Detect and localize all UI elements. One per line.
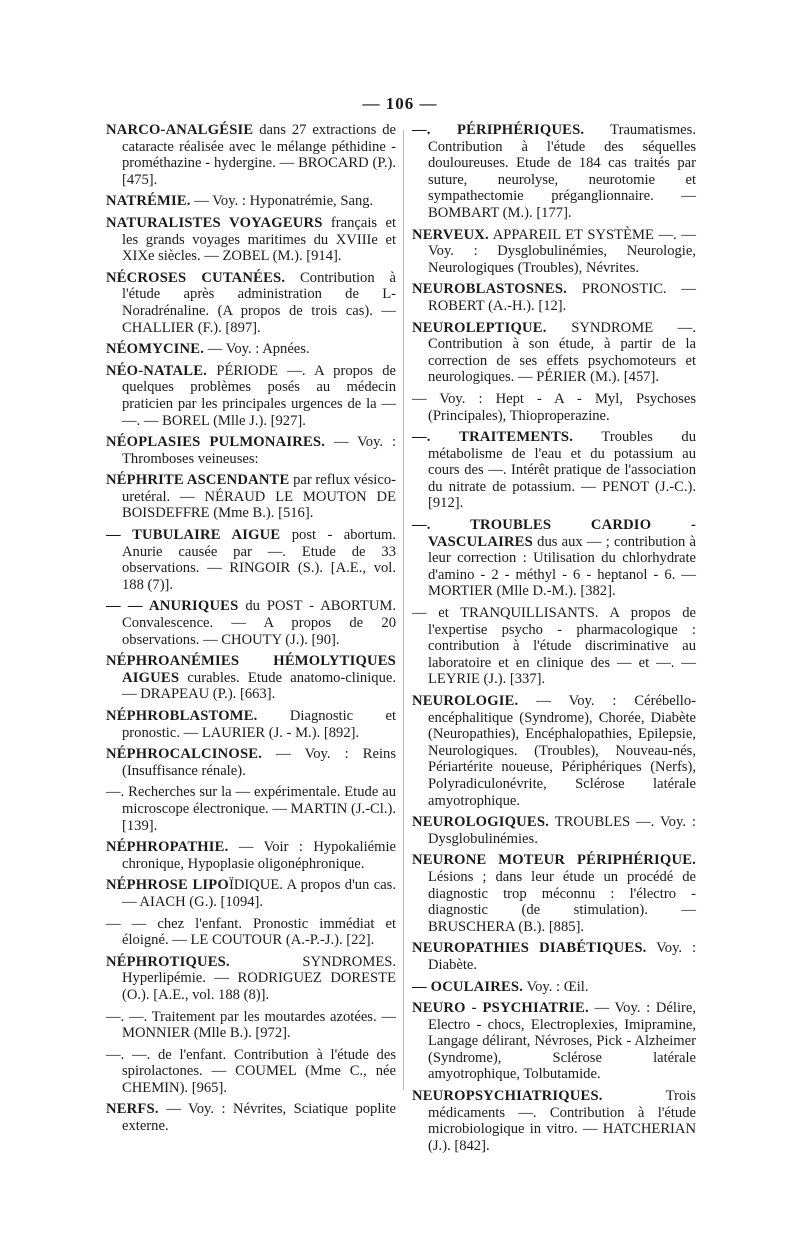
index-entry: NÉCROSES CUTANÉES. Contribution à l'étude après administration de L-Noradrénaline. (A propos de trois cas). — CHALLIER (F.). [897]. [106,269,396,336]
index-entry: — — chez l'enfant. Pronostic immédiat et éloigné. — LE COUTOUR (A.-P.-J.). [22]. [106,915,396,949]
index-entry: NÉPHRITE ASCENDANTE par reflux vésico-uretéral. — NÉRAUD LE MOUTON DE BOISDEFFRE (Mme B.). [516]. [106,472,396,522]
index-entry: — TUBULAIRE AIGUE post - abortum. Anurie causée par —. Etude de 33 observations. — RINGOIR (S.). [A.E., vol. 188 (7)]. [106,527,396,593]
index-entry: NÉOPLASIES PULMONAIRES. — Voy. : Thromboses veineuses: [106,434,396,467]
index-entry: NATRÉMIE. — Voy. : Hyponatrémie, Sang. [106,193,374,210]
index-entry: NERFS. — Voy. : Névrites, Sciatique poplite externe. [106,1101,396,1135]
index-entry: NEURO - PSYCHIATRIE. — Voy. : Délire, Electro - chocs, Electroplexies, Imipramine, Langage délirant, Névroses, Pick - Alzheimer (Syndrome), Sclérose latérale amyotrophique, Tolbutamide. [412,1000,696,1083]
index-entry: —. TROUBLES CARDIO - VASCULAIRES dus aux — ; contribution à leur correction : Utilisation du chlorhydrate d'amino - 2 - méthyl - 6 - heptanol - 6. — MORTIER (Mlle D.-M.). [382]. [412,517,696,600]
index-entry: NÉPHROANÉMIES HÉMOLYTIQUES AIGUES curables. Etude anatomo-clinique. — DRAPEAU (P.). [663]. [106,653,396,703]
index-entry: NEURONE MOTEUR PÉRIPHÉRIQUE. Lésions ; dans leur étude un procédé de diagnostic trop méconnu : l'électro - diagnostic (de stimulation). — BRUSCHERA (B.). [885]. [412,852,696,935]
index-entry: NÉOMYCINE. — Voy. : Apnées. [106,341,310,358]
right-column [412,122,696,1159]
index-entry: NÉPHROPATHIE. — Voir : Hypokaliémie chronique, Hypoplasie oligonéphronique. [106,839,396,872]
index-entry: NÉPHROSE LIPOÏDIQUE. A propos d'un cas. — AIACH (G.). [1094]. [106,877,396,910]
index-entry: —. Recherches sur la — expérimentale. Etude au microscope électronique. — MARTIN (J.-Cl.). [139]. [106,784,396,834]
index-entry: — OCULAIRES. Voy. : Œil. [412,978,589,995]
index-entry: NATURALISTES VOYAGEURS français et les grands voyages maritimes du XVIIIe et XIXe siècles. — ZOBEL (M.). [914]. [106,214,396,265]
index-entry: — — ANURIQUES du POST - ABORTUM. Convalescence. — A propos de 20 observations. — CHOUTY (J.). [90]. [106,598,396,648]
index-entry: NEUROLOGIE. — Voy. : Cérébello-encéphalitique (Syndrome), Chorée, Diabète (Neuropathies), Encéphalopathies, Epilepsie, Neurologiques. (Troubles), Nouveau-nés, Périartérite noueuse, Périphériques (Nerfs), Polyradiculonévrite, Sclérose latérale amyotrophique. [412,693,696,809]
column-divider [403,130,404,1090]
index-entry: NEUROLOGIQUES. TROUBLES —. Voy. : Dysglobulinémies. [412,814,696,847]
index-entry: NEUROLEPTIQUE. SYNDROME —. Contribution à son étude, à partir de la correction de ses effets psychomoteurs et neurologiques. — PÉRIER (M.). [457]. [412,319,696,386]
index-entry: —. PÉRIPHÉRIQUES. Traumatismes. Contribution à l'étude des séquelles douloureuses. Etude de 184 cas traités par suture, neurolyse, neurotomie et sympathectomie préganglionnaire. — BOMBART (M.). [177]. [412,122,696,221]
index-entry: NÉPHROBLASTOME. Diagnostic et pronostic. — LAURIER (J. - M.). [892]. [106,708,396,741]
index-entry: NERVEUX. APPAREIL ET SYSTÈME —. — Voy. : Dysglobulinémies, Neurologie, Neurologiques (Troubles), Névrites. [412,226,696,276]
index-entry: NÉPHROTIQUES. SYNDROMES. Hyperlipémie. — RODRIGUEZ DORESTE (O.). [A.E., vol. 188 (8)]. [106,953,396,1003]
index-entry: NEUROPATHIES DIABÉTIQUES. Voy. : Diabète. [412,940,697,973]
index-entry: NEUROPSYCHIATRIQUES. Trois médicaments —. Contribution à l'étude microbiologique in vitro. — HATCHERIAN (J.). [842]. [412,1088,696,1154]
index-entry: — et TRANQUILLISANTS. A propos de l'expertise psycho - pharmacologique : contribution à l'étude discriminative au laboratoire et en clinique des — et —. — LEYRIE (J.). [337]. [412,605,696,688]
index-entry: NÉPHROCALCINOSE. — Voy. : Reins (Insuffisance rénale). [106,746,396,779]
left-column [106,122,396,1140]
index-entry: NEUROBLASTOSNES. PRONOSTIC. — ROBERT (A.-H.). [12]. [412,281,696,314]
index-entry: —. —. de l'enfant. Contribution à l'étude des spirolactones. — COUMEL (Mme C., née CHEMIN). [965]. [106,1046,396,1096]
index-entry: —. —. Traitement par les moutardes azotées. — MONNIER (Mlle B.). [972]. [106,1008,396,1042]
page-number: — 106 — [362,94,438,113]
index-entry: NARCO-ANALGÉSIE dans 27 extractions de cataracte réalisée avec le mélange péthidine - prométhazine - hydergine. — BROCARD (P.). [475]. [106,122,396,188]
index-entry: —. TRAITEMENTS. Troubles du métabolisme de l'eau et du potassium au cours des —. Intérêt pratique de l'association du nitrate de potassium. — PENOT (J.-C.). [912]. [412,429,696,512]
index-entry: — Voy. : Hept - A - Myl, Psychoses (Principales), Thioproperazine. [412,390,696,424]
index-entry: NÉO-NATALE. PÉRIODE —. A propos de quelques problèmes posés au médecin praticien par les principales urgences de la — —. — BOREL (Mlle J.). [927]. [106,362,396,429]
